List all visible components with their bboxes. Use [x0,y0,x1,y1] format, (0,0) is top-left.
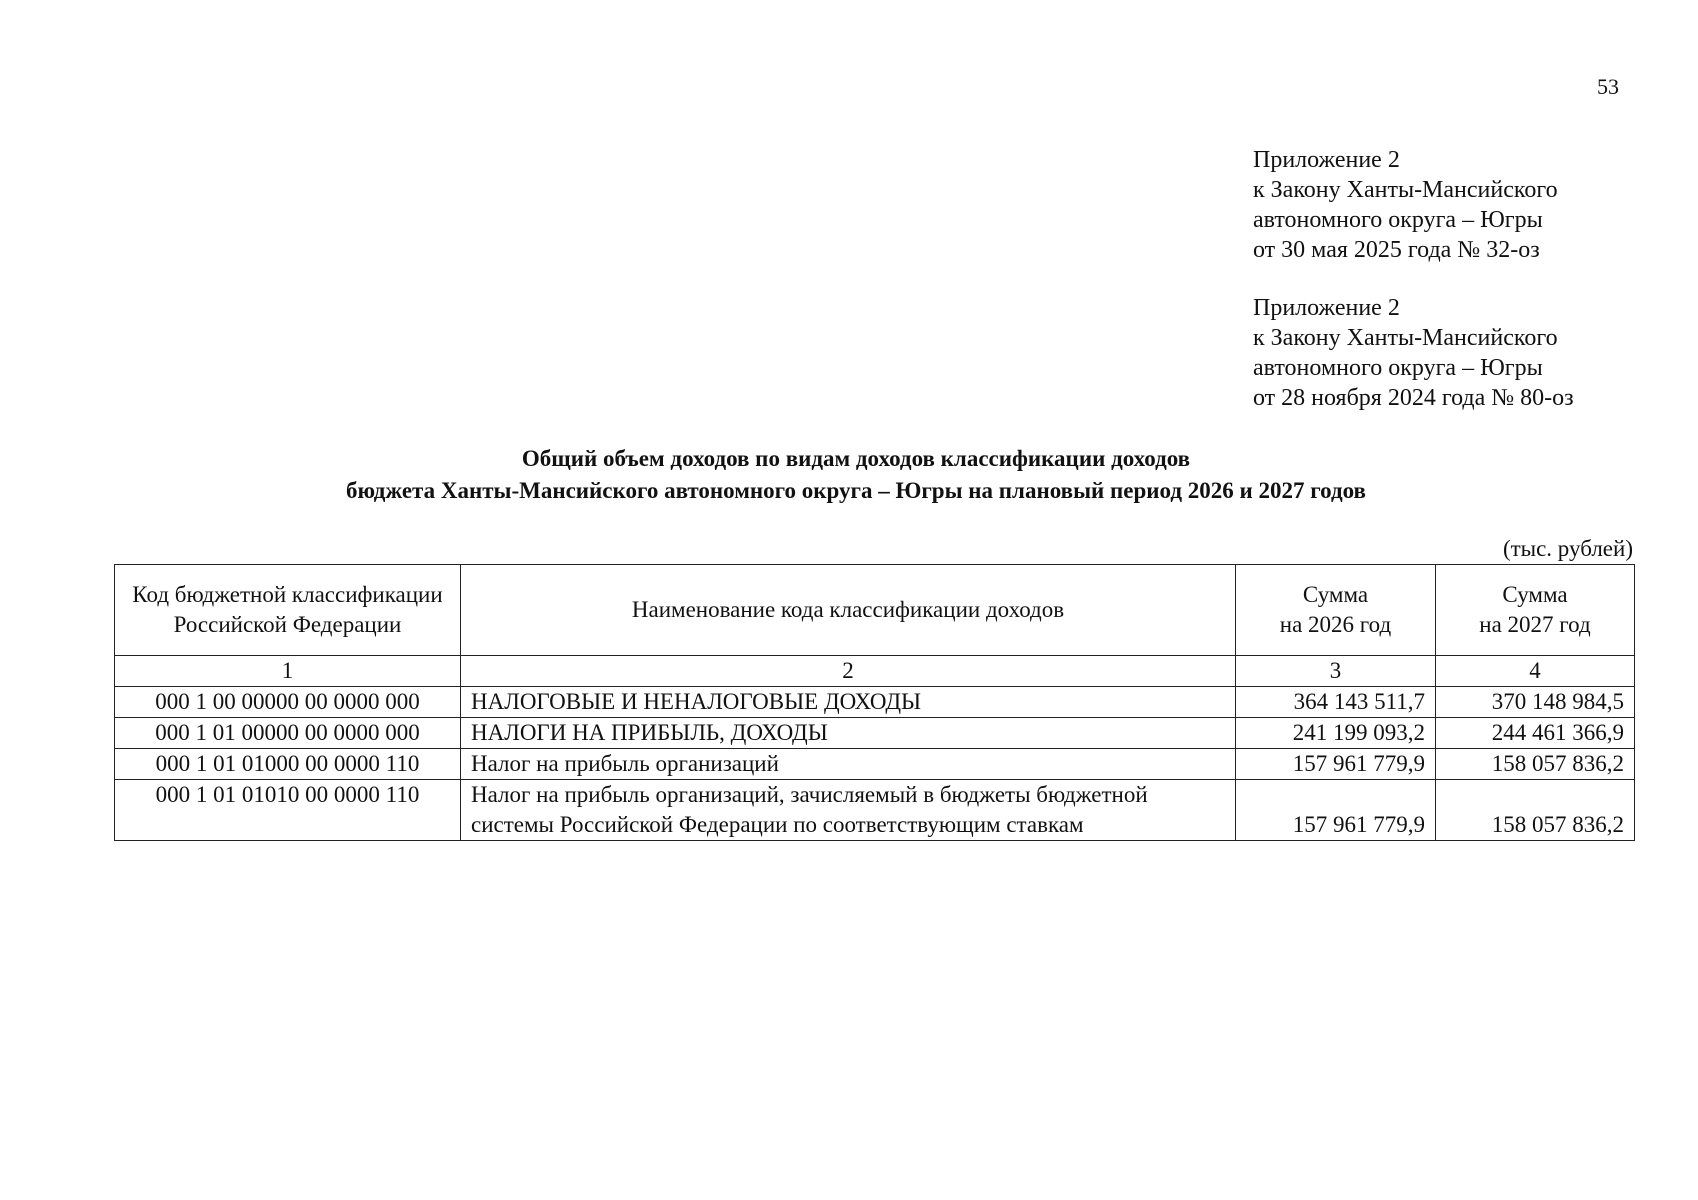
row-name: Налог на прибыль организаций, зачисляемый в бюджеты бюджетной системы Российской Федерации по соответствующим ставкам [461,780,1236,841]
units-label: (тыс. рублей) [1502,536,1633,561]
appendix-note-1 [1253,145,1558,265]
row-code: 000 1 01 00000 00 0000 000 [115,718,461,749]
column-number-row [115,656,1635,687]
header-sum-2027 [1436,565,1635,656]
appendix-line: от 28 ноября 2024 года № 80-оз [1253,385,1574,411]
column-number: 3 [1236,656,1436,687]
row-sum-2027: 158 057 836,2 [1436,780,1635,841]
row-sum-2026: 364 143 511,7 [1236,687,1436,718]
appendix-line: к Закону Ханты-Мансийского [1253,325,1558,351]
appendix-note-2 [1253,293,1574,413]
header-code: Код бюджетной классификации Российской Федерации [115,565,461,656]
appendix-line: автономного округа – Югры [1253,207,1543,233]
income-table [114,564,1635,841]
column-number: 4 [1436,656,1635,687]
table-row [115,718,1635,749]
header-sum-2026-line2: на 2026 год [1279,612,1392,637]
table-header-row [115,565,1635,656]
row-sum-2026: 157 961 779,9 [1236,780,1436,841]
header-sum-2026-line1: Сумма [1302,582,1369,607]
row-sum-2027: 158 057 836,2 [1436,749,1635,780]
row-sum-2026: 157 961 779,9 [1236,749,1436,780]
row-name: НАЛОГОВЫЕ И НЕНАЛОГОВЫЕ ДОХОДЫ [461,687,1236,718]
appendix-line: автономного округа – Югры [1253,355,1543,381]
column-number: 1 [115,656,461,687]
appendix-line: к Закону Ханты-Мансийского [1253,177,1558,203]
title-line-1: Общий объем доходов по видам доходов классификации доходов [521,446,1191,471]
appendix-line: Приложение 2 [1253,147,1400,173]
row-sum-2027: 244 461 366,9 [1436,718,1635,749]
table-row [115,780,1635,841]
header-name: Наименование кода классификации доходов [461,565,1236,656]
table-row [115,687,1635,718]
row-code: 000 1 01 01000 00 0000 110 [115,749,461,780]
column-number: 2 [461,656,1236,687]
row-name: Налог на прибыль организаций [461,749,1236,780]
row-sum-2026: 241 199 093,2 [1236,718,1436,749]
appendix-line: Приложение 2 [1253,295,1400,321]
header-sum-2027-line2: на 2027 год [1479,612,1591,637]
title-line-2: бюджета Ханты-Мансийского автономного округа – Югры на плановый период 2026 и 2027 годов [346,478,1366,503]
document-title [0,443,1698,507]
row-code: 000 1 00 00000 00 0000 000 [115,687,461,718]
table-row [115,749,1635,780]
header-sum-2026 [1236,565,1436,656]
row-code: 000 1 01 01010 00 0000 110 [115,780,461,841]
row-sum-2027: 370 148 984,5 [1436,687,1635,718]
header-sum-2027-line1: Сумма [1502,582,1568,607]
appendix-line: от 30 мая 2025 года № 32-оз [1253,237,1540,263]
row-name: НАЛОГИ НА ПРИБЫЛЬ, ДОХОДЫ [461,718,1236,749]
page-number: 53 [1597,74,1619,99]
